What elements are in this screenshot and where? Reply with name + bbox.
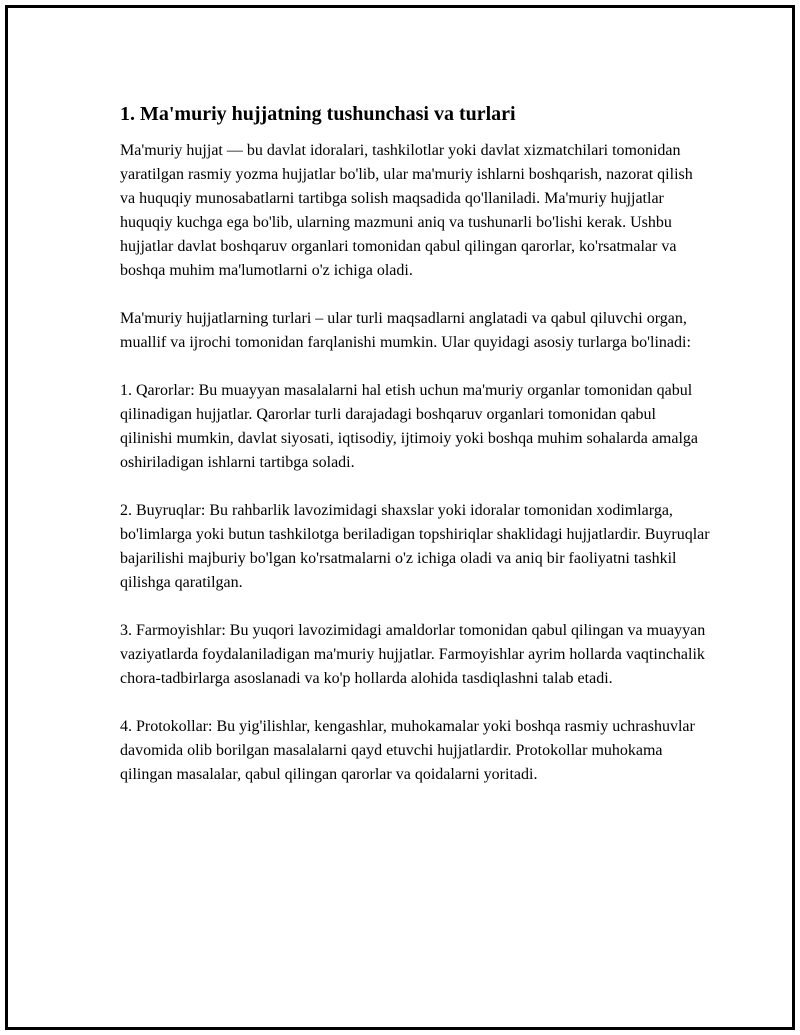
document-body (120, 101, 710, 811)
paragraph-buyruqlar: 2. Buyruqlar: Bu rahbarlik lavozimidagi shaxslar yoki idoralar tomonidan xodimlarga, bo'limlarga yoki butun tashkilotga beriladigan topshiriqlar shaklidagi hujjatlardir. Buyruqlar bajarilishi majburiy bo'lgan ko'rsatmalarni o'z ichiga oladi va aniq bir faoliyatni tashkil qilishga qaratilgan. (120, 502, 710, 591)
paragraph-qarorlar: 1. Qarorlar: Bu muayyan masalalarni hal etish uchun ma'muriy organlar tomonidan qabul qilinadigan hujjatlar. Qarorlar turli darajadagi boshqaruv organlari tomonidan qabul qilinishi mumkin, davlat siyosati, iqtisodiy, ijtimoiy yoki boshqa muhim sohalarda amalga oshiriladigan ishlarni tartibga soladi. (120, 382, 699, 471)
page-frame (5, 5, 795, 1030)
paragraph-types-intro: Ma'muriy hujjatlarning turlari – ular turli maqsadlarni anglatadi va qabul qiluvchi organ, muallif va ijrochi tomonidan farqlanishi mumkin. Ular quyidagi asosiy turlarga bo'linadi: (120, 310, 691, 351)
paragraph-farmoyishlar: 3. Farmoyishlar: Bu yuqori lavozimidagi amaldorlar tomonidan qabul qilingan va muayyan vaziyatlarda foydalaniladigan ma'muriy hujjatlar. Farmoyishlar ayrim hollarda vaqtinchalik chora-tadbirlarga asoslanadi va ko'p hollarda alohida tasdiqlashni talab etadi. (120, 622, 706, 687)
paragraph-protokollar: 4. Protokollar: Bu yig'ilishlar, kengashlar, muhokamalar yoki boshqa rasmiy uchrashuvlar davomida olib borilgan masalalarni qayd etuvchi hujjatlardir. Protokollar muhokama qilingan masalalar, qabul qilingan qarorlar va qoidalarni yoritadi. (120, 718, 695, 783)
section-heading: 1. Ma'muriy hujjatning tushunchasi va turlari (120, 103, 516, 125)
paragraph-definition: Ma'muriy hujjat — bu davlat idoralari, tashkilotlar yoki davlat xizmatchilari tomonidan yaratilgan rasmiy yozma hujjatlar bo'lib, ular ma'muriy ishlarni boshqarish, nazorat qilish va huquqiy munosabatlarni tartibga solish maqsadida qo'llaniladi. Ma'muriy hujjatlar huquqiy kuchga ega bo'lib, ularning mazmuni aniq va tushunarli bo'lishi kerak. Ushbu hujjatlar davlat boshqaruv organlari tomonidan qabul qilingan qarorlar, ko'rsatmalar va boshqa muhim ma'lumotlarni o'z ichiga oladi. (120, 142, 693, 279)
